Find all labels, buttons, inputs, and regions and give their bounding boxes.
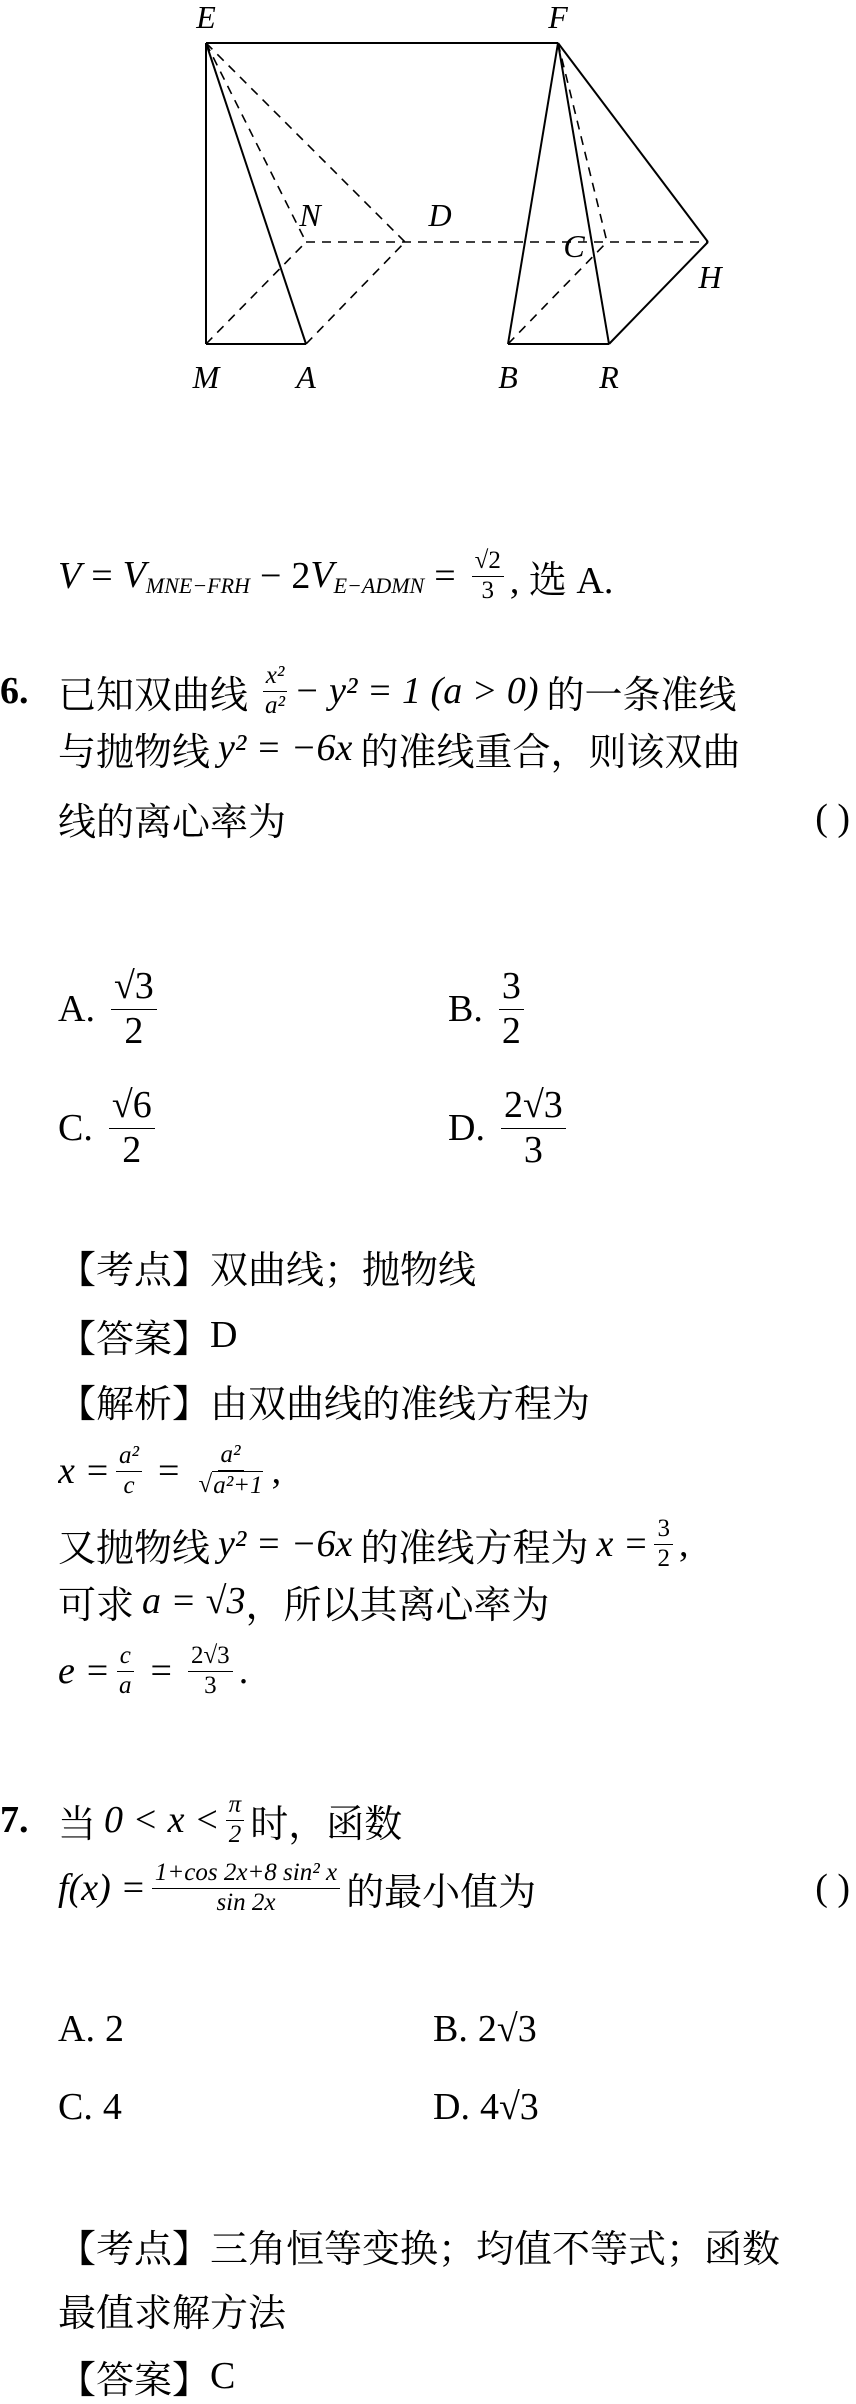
fraction-numerator: 2√3 [501, 1084, 566, 1129]
option-letter: B. [433, 2008, 468, 2050]
equals-sign: = [91, 555, 113, 597]
edge-FR [558, 43, 609, 344]
analysis-text: 由双曲线的准线方程为 [210, 1383, 591, 1426]
kaodian-text: 最值求解方法 [58, 2292, 287, 2335]
option-fraction [111, 965, 157, 1053]
analysis-text: 又抛物线 [58, 1527, 211, 1570]
q7-text: 的最小值为 [346, 1871, 537, 1914]
fraction-denominator: 3 [204, 1671, 217, 1699]
minus-sign: − [259, 555, 282, 597]
eccentricity-lhs: e = [58, 1650, 111, 1692]
eccentricity-fraction-2 [188, 1642, 233, 1701]
q7-stem-line2 [58, 1848, 850, 1928]
fraction-denominator: c [123, 1471, 135, 1499]
q7-answer-blank: ( ) [815, 1867, 850, 1909]
q7-function-lhs: f(x) = [58, 1867, 146, 1909]
directrix-value-fraction [654, 1515, 673, 1574]
option-fraction [499, 965, 524, 1053]
directrix-lhs: x = [58, 1450, 111, 1492]
q7-domain-inequality: 0 < x < [104, 1799, 220, 1841]
q6-option-c [58, 1078, 161, 1178]
punctuation: . [238, 1650, 249, 1692]
q7-kaodian-line1 [58, 2215, 850, 2275]
analysis-text: ，所以其离心率为 [245, 1584, 550, 1627]
analysis-tag: 【解析】 [58, 1383, 211, 1426]
fraction-denominator: sin 2x [216, 1888, 276, 1916]
kaodian-tag: 【考点】 [58, 2228, 211, 2271]
option-value: 4 [102, 2086, 122, 2128]
fraction-numerator: 1+cos 2x+8 sin² x [152, 1859, 340, 1889]
q6-answer [58, 1305, 850, 1365]
q6-parabola-equation: y² = −6x [218, 727, 353, 769]
fraction-numerator: 3 [654, 1515, 673, 1545]
edge-HR [609, 242, 708, 344]
edge-FB [508, 43, 558, 344]
q7-kaodian-line2 [58, 2279, 850, 2339]
eccentricity-fraction-1 [116, 1642, 135, 1701]
punctuation: , [271, 1450, 282, 1492]
equals-sign: = [434, 555, 456, 597]
edge-EA [206, 43, 306, 344]
option-fraction [501, 1084, 566, 1172]
fraction-numerator: x² [263, 662, 288, 692]
option-value: 4√3 [479, 2086, 539, 2128]
q6-stem-line1 [58, 661, 850, 721]
point-label-E: E [196, 0, 216, 35]
q7-text: 当 [58, 1803, 97, 1846]
pyramid-volume-term [310, 553, 424, 599]
point-label-D: D [428, 197, 452, 233]
fraction-numerator: √2 [472, 547, 504, 577]
point-label-R: R [599, 359, 619, 395]
q6-analysis-line3 [58, 1509, 850, 1579]
option-letter: C. [58, 1107, 93, 1149]
q7-option-c [58, 2057, 122, 2157]
answer-tag: 【答案】 [58, 2359, 211, 2402]
volume-symbol: V [122, 554, 146, 596]
directrix-fraction-2 [195, 1441, 265, 1501]
prism-subscript: MNE−FRH [145, 573, 250, 598]
q6-text: 与抛物线 [58, 731, 211, 774]
point-label-B: B [498, 359, 518, 395]
a-value: a = √3 [142, 1580, 246, 1622]
fraction-denominator: a² [265, 691, 286, 719]
fraction-denominator: 3 [523, 1128, 543, 1171]
option-letter: B. [448, 988, 483, 1030]
option-letter: A. [58, 2008, 95, 2050]
punctuation: , [678, 1523, 689, 1565]
prism-figure [0, 0, 856, 400]
volume-conclusion: , 选 A. [509, 559, 614, 602]
fraction-numerator: √6 [109, 1084, 155, 1129]
kaodian-text: 三角恒等变换；均值不等式；函数 [210, 2228, 781, 2271]
point-label-C: C [563, 228, 585, 264]
hidden-edge-EN [206, 43, 306, 242]
coefficient: 2 [291, 555, 311, 597]
edge-FH [558, 43, 708, 242]
answer-tag: 【答案】 [58, 1318, 211, 1361]
volume-symbol: V [58, 555, 82, 597]
question-number-6: 6. [0, 670, 29, 712]
option-letter: A. [58, 988, 95, 1030]
fraction-denominator: 2 [501, 1009, 521, 1052]
q6-text: 的一条准线 [546, 674, 737, 717]
q6-hyperbola-equation: − y² = 1 (a > 0) [294, 670, 539, 712]
fraction-numerator: √3 [111, 965, 157, 1010]
q6-text: 已知双曲线 [58, 674, 249, 717]
option-fraction [109, 1084, 155, 1172]
fraction-numerator: c [117, 1642, 134, 1672]
kaodian-tag: 【考点】 [58, 1249, 211, 1292]
fraction-numerator: a² [218, 1441, 244, 1471]
volume-symbol: V [310, 554, 334, 596]
fraction-numerator: 3 [499, 965, 524, 1010]
directrix-lhs: x = [596, 1523, 649, 1565]
answer-text: C [210, 2355, 236, 2397]
q6-answer-blank: ( ) [815, 797, 850, 839]
fraction-denominator: a [119, 1671, 132, 1699]
hidden-edge-AD [306, 242, 405, 344]
volume-result-fraction [472, 547, 504, 606]
option-letter: D. [433, 2086, 470, 2128]
fraction-denominator: 2 [124, 1009, 144, 1052]
fraction-numerator: π [226, 1791, 245, 1821]
fraction-denominator: 3 [481, 576, 495, 604]
fraction-denominator: 2 [657, 1544, 670, 1572]
question-number-7: 7. [0, 1799, 29, 1841]
q7-function-fraction [152, 1859, 340, 1918]
q6-text: 线的离心率为 [58, 801, 287, 844]
q6-stem-line3 [58, 788, 850, 848]
q6-analysis-line1 [58, 1370, 850, 1430]
point-label-M: M [192, 359, 220, 395]
q6-analysis-line2 [58, 1431, 850, 1511]
q6-analysis-line5 [58, 1636, 850, 1706]
fraction-denominator: 2 [122, 1128, 142, 1171]
prism-volume-term [123, 553, 250, 599]
q6-kaodian [58, 1236, 850, 1296]
q7-pi-fraction [226, 1791, 245, 1850]
q7-stem-line1 [58, 1790, 850, 1850]
kaodian-text: 双曲线；抛物线 [210, 1249, 477, 1292]
parabola-equation: y² = −6x [218, 1523, 353, 1565]
fraction-numerator: 2√3 [188, 1642, 233, 1672]
q7-option-d [433, 2057, 539, 2157]
point-label-N: N [299, 197, 321, 233]
sqrt-symbol: √ [198, 1471, 213, 1498]
equals-sign: = [158, 1450, 180, 1492]
point-label-F: F [548, 0, 568, 35]
pyramid-subscript: E−ADMN [333, 573, 425, 598]
q6-text: 的准线重合，则该双曲 [360, 731, 741, 774]
option-value: 2√3 [477, 2008, 537, 2050]
q6-option-b [448, 959, 530, 1059]
q7-text: 时，函数 [250, 1803, 403, 1846]
fraction-numerator: a² [116, 1442, 142, 1472]
analysis-text: 可求 [58, 1584, 135, 1627]
q6-option-d [448, 1078, 572, 1178]
fraction-denominator [195, 1471, 265, 1501]
option-value: 2 [104, 2008, 124, 2050]
q6-analysis-line4 [58, 1571, 850, 1631]
point-label-A: A [296, 359, 316, 395]
analysis-text: 的准线方程为 [360, 1527, 589, 1570]
hidden-edge-MN [206, 242, 306, 344]
directrix-fraction-1 [116, 1442, 142, 1501]
q6-stem-line2 [58, 718, 850, 778]
hidden-edge-FC [558, 43, 607, 242]
q6-hyperbola-fraction [262, 662, 288, 721]
radicand: a²+1 [213, 1472, 263, 1499]
q6-option-a [58, 959, 163, 1059]
volume-formula [58, 541, 850, 611]
equals-sign: = [150, 1650, 172, 1692]
option-letter: D. [448, 1107, 485, 1149]
point-label-H: H [698, 259, 722, 295]
q7-answer [58, 2348, 850, 2404]
answer-text: D [210, 1314, 238, 1356]
fraction-denominator: 2 [228, 1820, 242, 1848]
option-letter: C. [58, 2086, 93, 2128]
